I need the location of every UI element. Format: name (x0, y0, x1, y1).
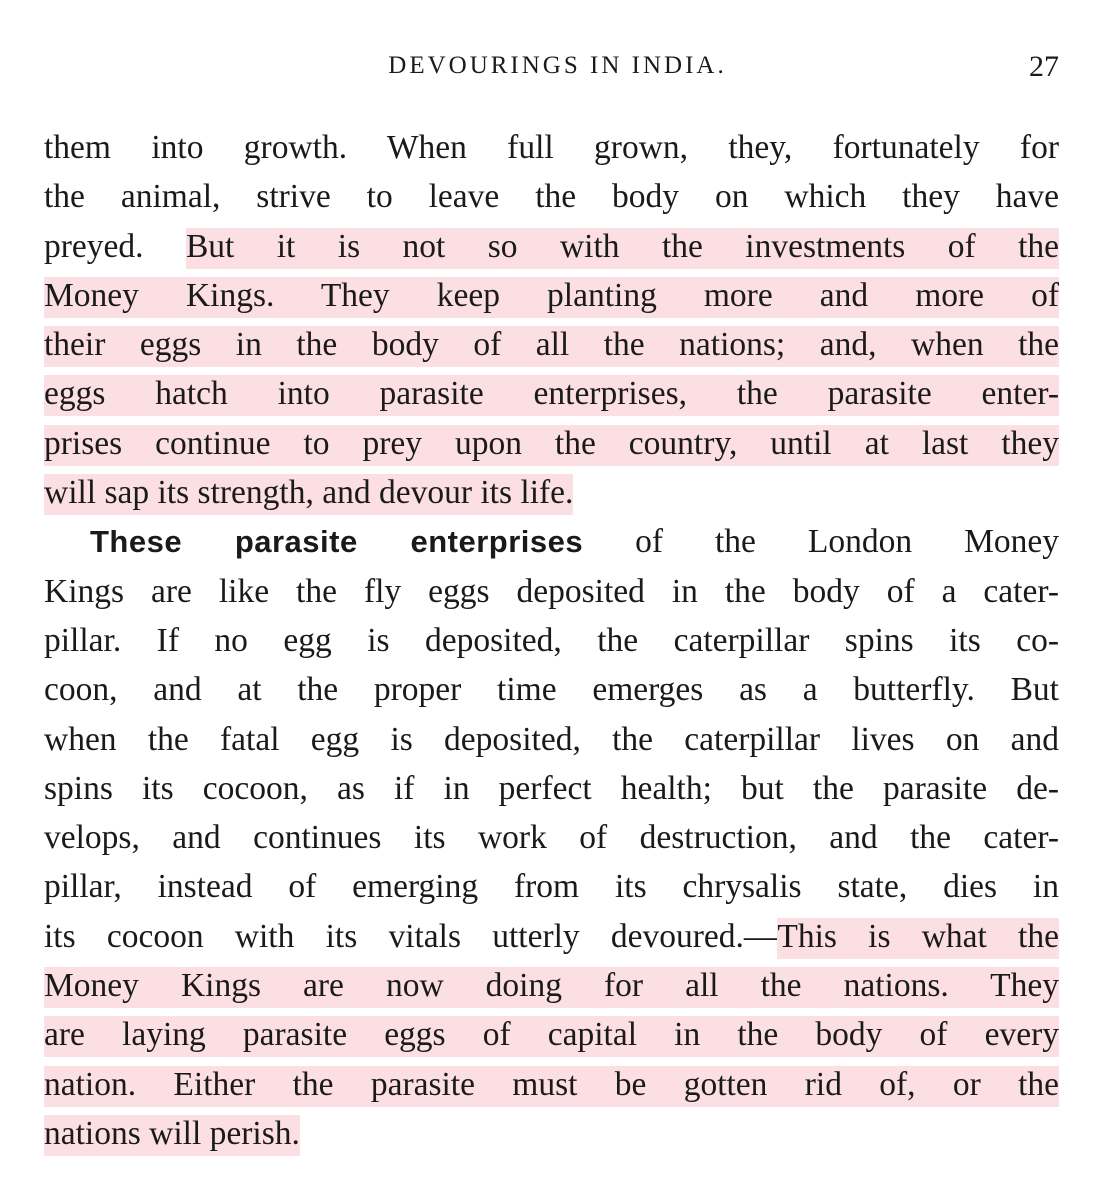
text-segment: of the London Money (583, 523, 1060, 561)
text-line (44, 961, 1059, 1010)
highlighted-text: will sap its strength, and devour its life. (44, 474, 573, 515)
bold-lead-in: These parasite enterprises (90, 524, 584, 560)
text-line (44, 912, 1059, 961)
highlighted-text: This is what the (777, 918, 1059, 959)
highlighted-text: Money Kings are now doing for all the nations. They (44, 967, 1059, 1008)
text-line (44, 369, 1059, 418)
text-line: coon, and at the proper time emerges as a butterfly. But (44, 671, 1059, 709)
text-line: Kings are like the fly eggs deposited in the body of a cater- (44, 572, 1059, 610)
text-line: velops, and continues its work of destruction, and the cater- (44, 819, 1059, 857)
running-title: DEVOURINGS IN INDIA. (388, 52, 727, 79)
running-header (0, 48, 1115, 88)
text-line (44, 320, 1059, 369)
text-line (44, 1010, 1059, 1059)
text-line (44, 419, 1059, 468)
body-text (44, 123, 1059, 1158)
text-line (44, 1060, 1059, 1109)
page-number: 27 (1029, 50, 1059, 83)
highlighted-text: eggs hatch into parasite enterprises, the parasite enter- (44, 375, 1059, 416)
text-line: pillar, instead of emerging from its chrysalis state, dies in (44, 868, 1059, 906)
highlighted-text: prises continue to prey upon the country, until at last they (44, 425, 1059, 466)
highlighted-text: nations will perish. (44, 1115, 300, 1156)
text-line (44, 1109, 1059, 1158)
highlighted-text: nation. Either the parasite must be gotten rid of, or the (44, 1066, 1059, 1107)
text-line: pillar. If no egg is deposited, the caterpillar spins its co- (44, 621, 1059, 659)
text-line: them into growth. When full grown, they, fortunately for (44, 129, 1059, 166)
text-segment: preyed. (44, 227, 186, 265)
text-line (44, 468, 1059, 517)
highlighted-text: Money Kings. They keep planting more and more of (44, 277, 1059, 318)
highlighted-text: But it is not so with the investments of the (186, 228, 1059, 269)
text-line: when the fatal egg is deposited, the caterpillar lives on and (44, 720, 1059, 758)
text-line: spins its cocoon, as if in perfect health; but the parasite de- (44, 769, 1059, 807)
highlighted-text: are laying parasite eggs of capital in the body of every (44, 1016, 1059, 1057)
highlighted-text: their eggs in the body of all the nations; and, when the (44, 326, 1059, 367)
text-segment: its cocoon with its vitals utterly devoured.— (44, 917, 778, 955)
text-line: the animal, strive to leave the body on which they have (44, 178, 1059, 216)
text-line (44, 271, 1059, 320)
text-line (44, 517, 1059, 566)
text-line (44, 222, 1059, 271)
